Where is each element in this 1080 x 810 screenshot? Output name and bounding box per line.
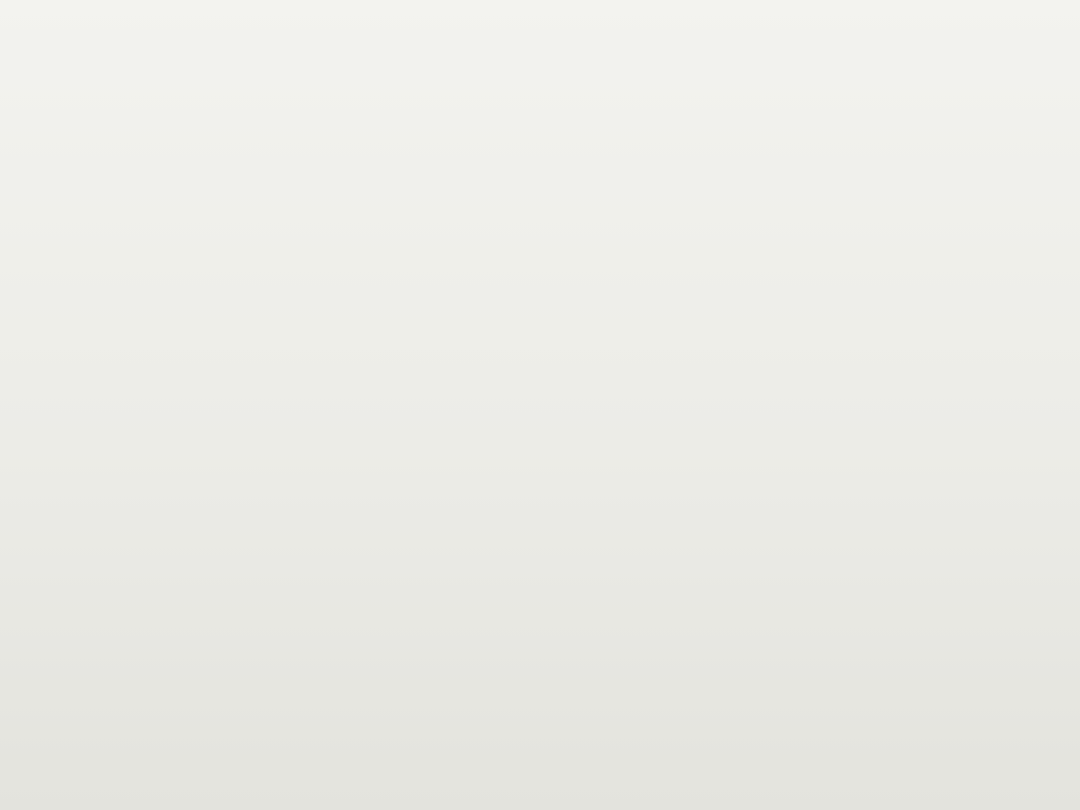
signature-date bbox=[958, 718, 972, 738]
